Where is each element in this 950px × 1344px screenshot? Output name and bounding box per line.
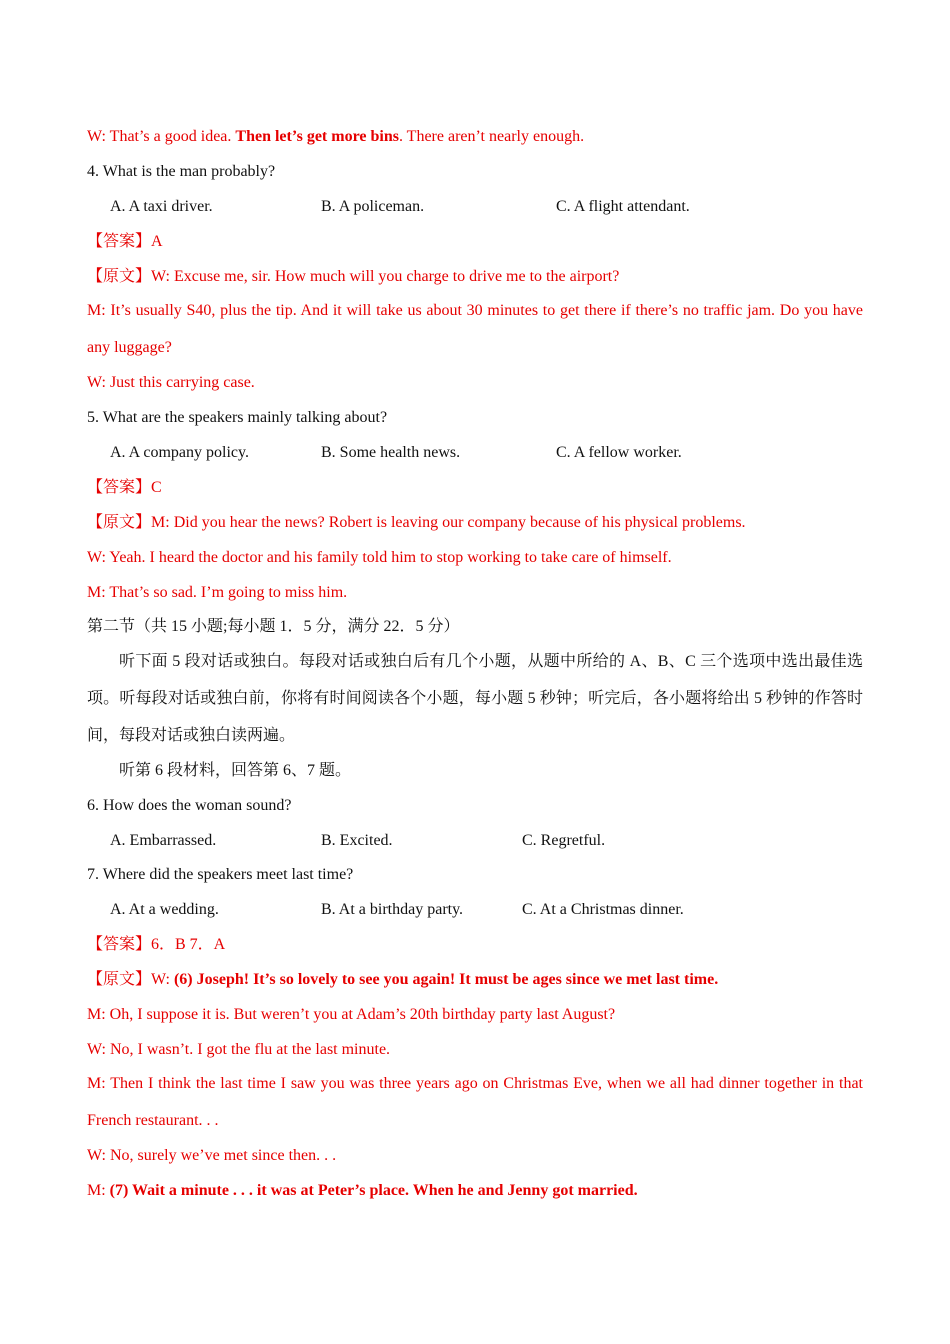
q67-transcript-line: W: No, surely we’ve met since then. . . — [87, 1147, 337, 1164]
q67-transcript-line: M: Then I think the last time I saw you was three years ago on Christmas Eve, when we all had dinner together in that French restaurant. . . — [87, 1075, 863, 1129]
q6-option-b: B. Excited. — [321, 832, 393, 849]
q5-option-a: A. A company policy. — [110, 444, 249, 461]
transcript-text: M: Did you hear the news? Robert is leaving our company because of his physical problems. — [151, 514, 746, 531]
transcript-text: M: — [87, 1182, 110, 1199]
q4-transcript-line — [87, 267, 619, 287]
q4-option-a: A. A taxi driver. — [110, 198, 213, 215]
dialogue-text: W: That’s a good idea. — [87, 128, 236, 145]
transcript-key-text: (6) Joseph! It’s so lovely to see you again! It must be ages since we met last time. — [173, 971, 719, 988]
q4-answer: 【答案】A — [87, 233, 163, 250]
question-5: 5. What are the speakers mainly talking about? — [87, 409, 388, 426]
q67-transcript-line: M: Oh, I suppose it is. But weren’t you at Adam’s 20th birthday party last August? — [87, 1006, 616, 1023]
question-6: 6. How does the woman sound? — [87, 797, 292, 814]
transcript-key-text: (7) Wait a minute . . . it was at Peter’s place. When he and Jenny got married. — [109, 1182, 638, 1199]
q67-transcript-line: W: No, I wasn’t. I got the flu at the last minute. — [87, 1041, 391, 1058]
section-2-instructions: 听下面 5 段对话或独白。每段对话或独白后有几个小题，从题中所给的 A、B、C 三个选项中选出最佳选项。听每段对话或独白前，你将有时间阅读各个小题，每小题 5 秒钟；听完后，各小题将给出 5 秒钟的作答时间，每段对话或独白读两遍。 — [87, 653, 863, 744]
q6-option-a: A. Embarrassed. — [110, 832, 217, 849]
section-2-material-6: 听第 6 段材料，回答第 6、7 题。 — [119, 762, 352, 779]
transcript-tag: 【原文】 — [87, 268, 152, 285]
dialogue-key-text: Then let’s get more bins — [235, 128, 399, 145]
transcript-text: W: — [151, 971, 174, 988]
q4-option-b: B. A policeman. — [321, 198, 425, 215]
q4-transcript-line: W: Just this carrying case. — [87, 374, 255, 391]
q67-transcript-line — [87, 1181, 638, 1201]
q5-transcript-line — [87, 513, 746, 533]
q7-option-b: B. At a birthday party. — [321, 901, 464, 918]
q5-answer: 【答案】C — [87, 479, 162, 496]
section-2-heading: 第二节（共 15 小题;每小题 1．5 分，满分 22．5 分） — [87, 618, 460, 635]
dialogue-text: . There aren’t nearly enough. — [398, 128, 585, 145]
q5-option-b: B. Some health news. — [321, 444, 461, 461]
q5-option-c: C. A fellow worker. — [556, 444, 682, 461]
q4-option-c: C. A flight attendant. — [556, 198, 690, 215]
transcript-tag: 【原文】 — [87, 971, 152, 988]
q7-option-c: C. At a Christmas dinner. — [522, 901, 684, 918]
transcript-text: W: Excuse me, sir. How much will you charge to drive me to the airport? — [151, 268, 620, 285]
q67-answer: 【答案】6．B 7．A — [87, 936, 226, 953]
question-7: 7. Where did the speakers meet last time? — [87, 866, 354, 883]
q67-transcript-line — [87, 970, 718, 990]
q4-transcript-line: M: It’s usually S40, plus the tip. And it will take us about 30 minutes to get there if there’s no traffic jam. Do you have any luggage? — [87, 302, 863, 356]
transcript-tag: 【原文】 — [87, 514, 152, 531]
dialogue-line — [87, 127, 584, 147]
q5-transcript-line: W: Yeah. I heard the doctor and his family told him to stop working to take care of himself. — [87, 549, 672, 566]
q6-option-c: C. Regretful. — [522, 832, 606, 849]
question-4: 4. What is the man probably? — [87, 163, 276, 180]
q5-transcript-line: M: That’s so sad. I’m going to miss him. — [87, 584, 348, 601]
q7-option-a: A. At a wedding. — [110, 901, 219, 918]
